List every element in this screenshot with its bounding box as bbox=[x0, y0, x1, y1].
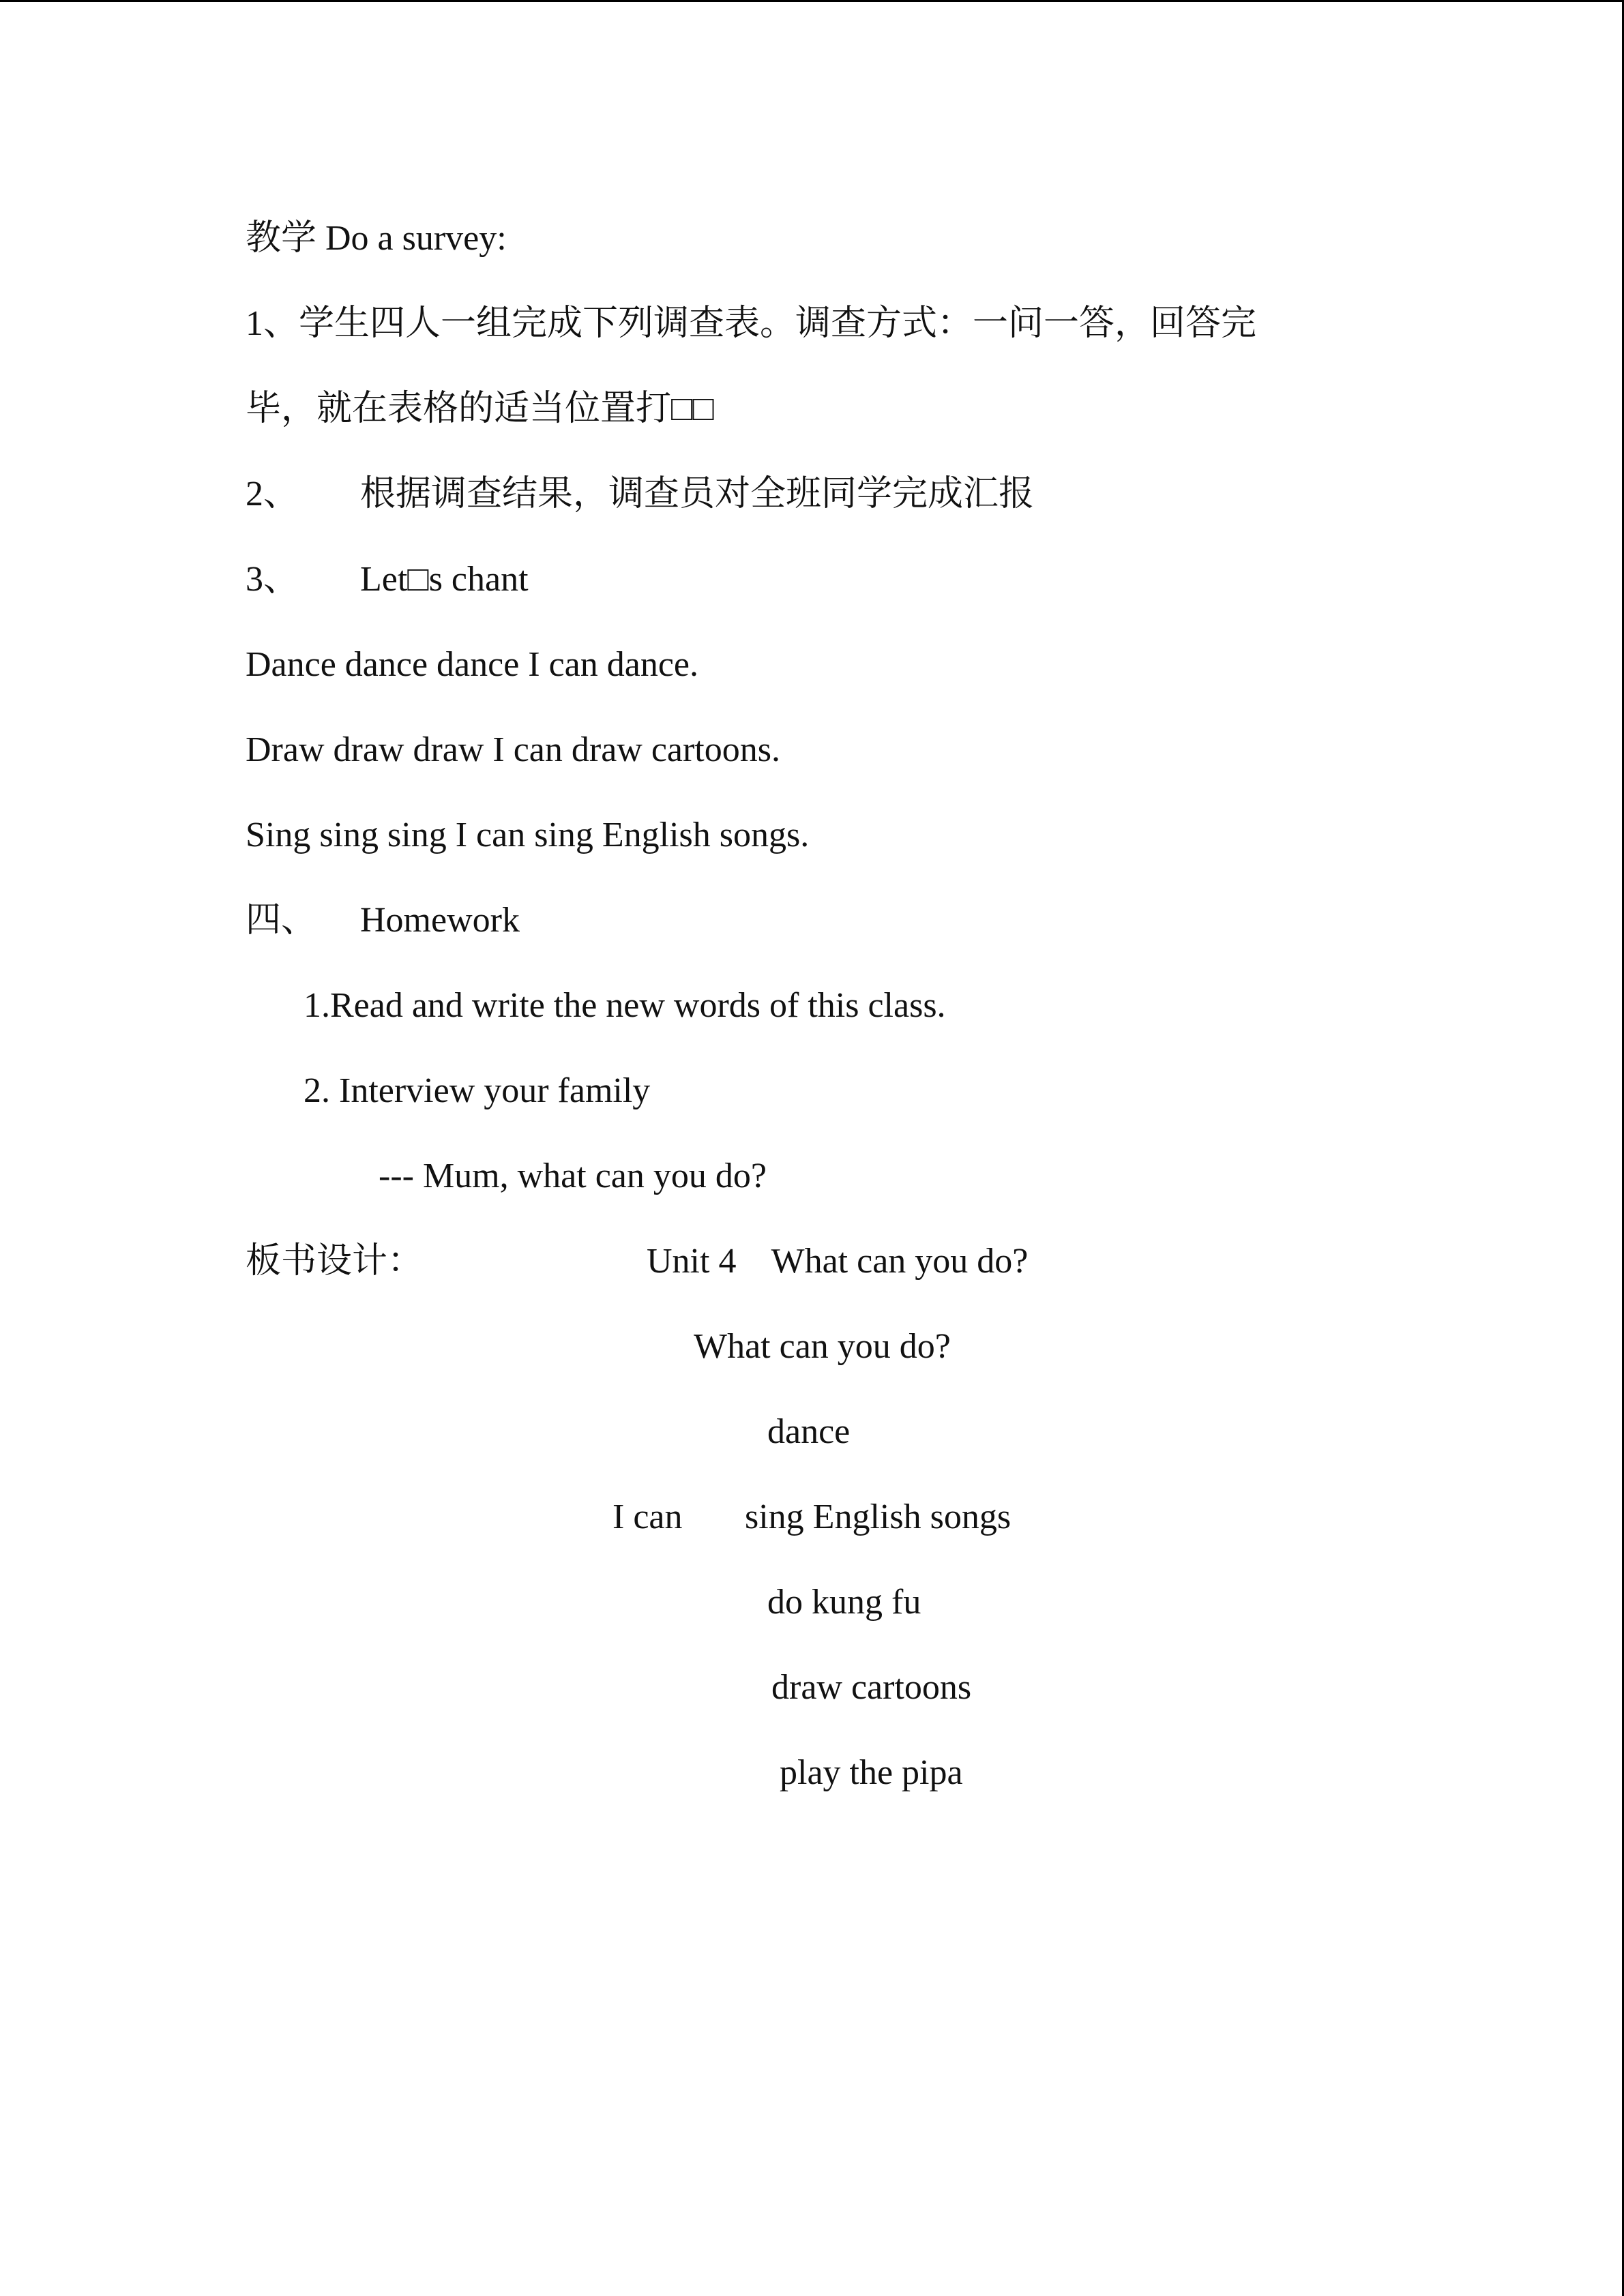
board-question: What can you do? bbox=[694, 1327, 951, 1366]
survey-step-2-text: 根据调查结果，调查员对全班同学完成汇报 bbox=[360, 475, 1035, 513]
homework-item: 2. Interview your family bbox=[304, 1071, 651, 1110]
board-option: draw cartoons bbox=[771, 1668, 972, 1707]
survey-title: 教学 Do a survey: bbox=[246, 219, 507, 258]
chant-line: Dance dance dance I can dance. bbox=[246, 645, 698, 684]
board-design-label: 板书设计： bbox=[246, 1242, 424, 1281]
survey-step-1-line-1: 1、学生四人一组完成下列调查表。调查方式：一问一答，回答完 bbox=[246, 304, 1257, 343]
chant-line: Draw draw draw I can draw cartoons. bbox=[246, 730, 780, 769]
board-i-can: I can bbox=[612, 1497, 683, 1536]
page-top-border bbox=[0, 0, 1624, 2]
board-option: sing English songs bbox=[745, 1497, 1012, 1536]
homework-heading: Homework bbox=[360, 901, 520, 940]
survey-step-3-text: Let□s chant bbox=[360, 560, 529, 599]
chant-line: Sing sing sing I can sing English songs. bbox=[246, 816, 810, 854]
board-option: do kung fu bbox=[767, 1583, 921, 1622]
board-unit-title: Unit 4 What can you do? bbox=[647, 1242, 1029, 1281]
survey-step-1-line-2: 毕，就在表格的适当位置打□□ bbox=[246, 389, 714, 428]
board-option: play the pipa bbox=[780, 1753, 963, 1792]
survey-step-2-number: 2、 bbox=[246, 475, 299, 513]
board-option: dance bbox=[767, 1412, 851, 1451]
homework-item: 1.Read and write the new words of this class. bbox=[304, 986, 946, 1025]
homework-section-number: 四、 bbox=[246, 901, 317, 940]
homework-item: --- Mum, what can you do? bbox=[379, 1157, 767, 1195]
survey-step-3-number: 3、 bbox=[246, 560, 299, 599]
